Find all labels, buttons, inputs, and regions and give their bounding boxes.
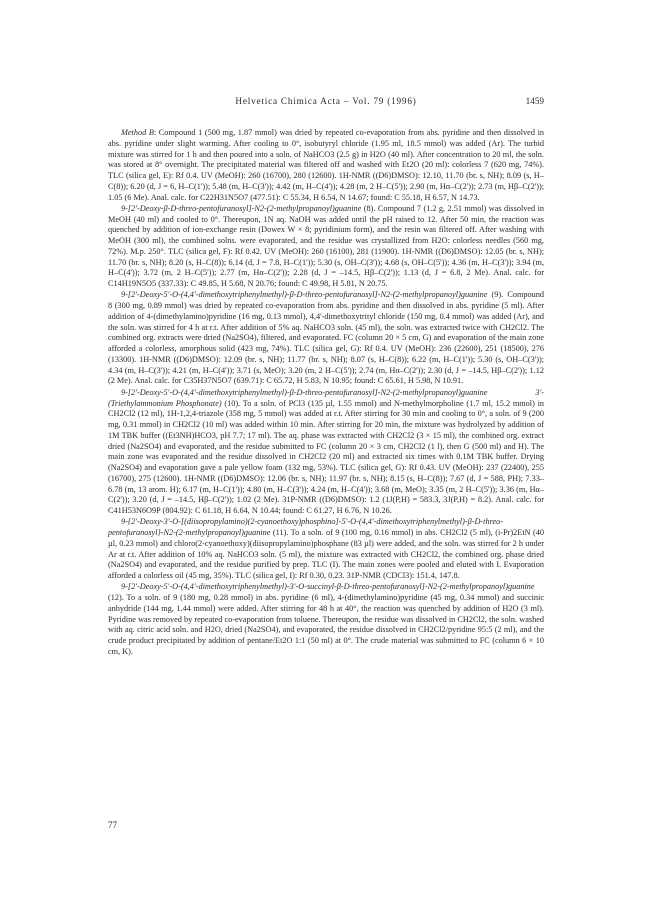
paragraph (108, 582, 544, 657)
paragraph-text: (10). To a soln. of PCl3 (135 µl, 1.55 mmol) and N-methylmorpholine (1.7 ml, 15.2 mmol) in CH2Cl2 (12 ml), 1H-1,2,4-triazole (358 mg, 5 mmol) was added at r.t. After stirring for 30 min and cooling to 0°, a soln. of 9 (200 mg, 0.31 mmol) in CH2Cl2 (10 ml) was added within 10 min. After stirring for 20 min, the mixture was hydrolyzed by addition of 1M TBK buffer ((Et3NH)HCO3, pH 7.7; 17 ml). The aq. phase was extracted with CH2Cl2 (3 × 15 ml), the combined org. extract dried (Na2SO4) and evaporated, and the residue submitted to FC (column 20 × 3 cm, CH2Cl2 (1 l), then G (500 ml) and H). The main zone was evaporated and the residue dissolved in CH2Cl2 (20 ml) and extracted six times with 0.1M TBK buffer. Drying (Na2SO4) and evaporation gave a pale yellow foam (132 mg, 53%). TLC (silica gel, G): Rf 0.43. UV (MeOH): 237 (22400), 255 (16700), 275 (12600). 1H-NMR ((D6)DMSO): 12.06 (br. s, NH); 11.97 (br. s, NH); 8.15 (s, H–C(8)); 7.67 (d, J = 588, PH); 7.33–6.78 (m, 13 arom. H); 6.17 (m, H–C(1')); 4.80 (m, H–C(3')); 4.24 (m, H–C(4')); 3.68 (m, MeO); 3.35 (m, 2 H–C(5')); 3.36 (m, Hα–C(2')); 3.20 (d, J = –14.5, Hβ–C(2')); 1.02 (2 Me). 31P-NMR ((D6)DMSO): 1.2 (1J(P,H) = 583.3, 3J(P,H) = 8.2). Anal. calc. for C41H53N6O9P (804.92): C 61.18, H 6.64, N 10.44; found: C 61.27, H 6.76, N 10.26. (108, 398, 544, 516)
paragraph (108, 204, 544, 290)
paragraph (108, 128, 544, 203)
running-header (108, 96, 544, 110)
paragraph (108, 388, 544, 517)
paragraph (108, 517, 544, 582)
experimental-text (108, 128, 544, 658)
paragraph-text: (8). Compound 7 (1.2 g, 2.51 mmol) was dissolved in MeOH (40 ml) and cooled to 0°. Thereupon, 1N aq. NaOH was added until the pH raised to 12. After 50 min, the reaction was quenched by addition of ion-exchange resin (Dowex W × 8; pyridinium form), and the resin was filtered off. After washing with MeOH (300 ml), the combined solns. were evaporated, and the residue was crystallized from H2O: colorless needles (560 mg, 72%). M.p. 250°. TLC (silica gel, F): Rf 0.42. UV (MeOH): 260 (16100), 281 (11900). 1H-NMR ((D6)DMSO): 12.05 (br. s, NH); 11.70 (br. s, NH); 8.20 (s, H–C(8)); 6.14 (d, J = 7.8, H–C(1')); 5.30 (s, OH–C(3')); 4.68 (s, OH–C(5')); 4.36 (m, H–C(3')); 3.94 (m, H–C(4')); 3.72 (m, 2 H–C(5')); 2.77 (m, Hα–C(2')); 2.28 (d, J = –14.5, Hβ–C(2')); 1.13 (d, J = 6.8, 2 Me). Anal. calc. for C14H19N5O5 (337.33): C 49.85, H 5.68, N 20.76; found: C 49.98, H 5.81, N 20.75. (108, 203, 544, 289)
compound-heading: 9-[2'-Deoxy-5'-O-(4,4'-dimethoxytriphenylmethyl)-3'-O-succinyl-β-D-threo-pentofuranosyl]-N2-(2-methylpropanoyl)guanine (121, 582, 535, 592)
compound-heading: 9-[2'-Deoxy-5'-O-(4,4'-dimethoxytriphenylmethyl)-β-D-threo-pentofuranosyl]-N2-(2-methylpropanoyl)guanine 3'-(Triethylammonium Phosphonate) (108, 387, 544, 408)
compound-heading: 9-[2'-Deoxy-5'-O-(4,4'-dimethoxytriphenylmethyl)-β-D-threo-pentofuranosyl]-N2-(2-methylpropanoyl)guanine (121, 290, 488, 300)
paragraph (108, 290, 544, 387)
paragraph-text: (9). Compound 8 (300 mg, 0.89 mmol) was dried by repeated co-evaporation from abs. pyridine and then dissolved in abs. pyridine (5 ml). After addition of 4-(dimethylamino)pyridine (16 mg, 0.13 mmol), 4,4'-dimethoxytrityl chloride (150 mg, 0.4 mmol) was added (Ar), and the soln. was stirred for 4 h at r.t. After addition of 5% aq. NaHCO3 soln. (45 ml), the soln. was extracted twice with CH2Cl2. The combined org. extracts were dried (Na2SO4), filtered, and evaporated. FC (column 20 × 5 cm, G) and evaporation of the main zone afforded a colorless, amorphous solid (423 mg, 74%). TLC (silica gel, G): Rf 0.4. UV (MeOH): 236 (22600), 251 (18500), 276 (13300). 1H-NMR ((D6)DMSO): 12.09 (br. s, NH); 11.77 (br. s, NH); 8.07 (s, H–C(8)); 6.22 (m, H–C(1')); 5.30 (s, OH–C(3')); 4.34 (m, H–C(3')); 4.21 (m, H–C(4')); 3.71 (s, MeO); 3.20 (m, 2 H–C(5')); 2.74 (m, Hα–C(2')); 2.30 (d, J = –14.5, Hβ–C(2')); 1.12 (2 Me). Anal. calc. for C35H37N5O7 (639.71): C 65.72, H 5.83, N 10.95; found: C 65.61, H 5.98, N 10.91. (108, 290, 544, 386)
paragraph-text: : Compound 1 (500 mg, 1.87 mmol) was dried by repeated co-evaporation from abs. pyridine and then dissolved in abs. pyridine under slight warming. After cooling to 0°, isobutyryl chloride (1.95 ml, 18.5 mmol) was added (Ar). The turbid mixture was stirred for 1 h and then poured into a soln. of NaHCO3 (2.5 g) in H2O (40 ml). After concentration to 20 ml, the soln. was stored at 8° overnight. The precipitated material was filtered off and washed with Et2O (20 ml): colorless 7 (620 mg, 74%). TLC (silica gel, E): Rf 0.4. UV (MeOH): 260 (16700), 280 (12600). 1H-NMR ((D6)DMSO): 12.10, 11.70 (br. s, NH); 8.09 (s, H–C(8)); 6.20 (d, J = 6, H–C(1')); 5.48 (m, H–C(3')); 4.42 (m, H–C(4')); 4.28 (m, 2 H–C(5')); 2.90 (m, Hα–C(2')); 2.73 (m, Hβ–C(2')); 1.05 (6 Me). Anal. calc. for C22H31N5O7 (477.51): C 55.34, H 6.54, N 14.67; found: C 55.18, H 6.57, N 14.73. (108, 128, 545, 202)
page-number: 1459 (525, 96, 544, 106)
paragraph-text: (11). To a soln. of 9 (100 mg, 0.16 mmol) in abs. CH2Cl2 (5 ml), (i-Pr)2EtN (40 µl, 0.23 mmol) and chloro(2-cyanoethoxy)(diisopropylamino)phosphane (83 µl) were added, and the soln. was stirred for 2 h under Ar at r.t. After addition of 10% aq. NaHCO3 soln. (5 ml), the mixture was extracted with CH2Cl2, the combined org. phase dried (Na2SO4) and evaporated, and the residue purified by prep. TLC (I). The main zones were pooled and eluted with I. Evaporation afforded a colorless oil (45 mg, 35%). TLC (silica gel, I): Rf 0.30, 0.23. 31P-NMR (CDCl3): 151.4, 147.8. (108, 528, 544, 581)
sheet-number: 77 (108, 820, 117, 830)
method-label: Method B (121, 128, 154, 137)
journal-title: Helvetica Chimica Acta – Vol. 79 (1996) (235, 96, 417, 106)
compound-heading: 9-[2'-Deoxy-β-D-threo-pentofuranosyl]-N2-(2-methylpropanoyl)guanine (121, 203, 362, 213)
compound-heading: 9-{2'-Deoxy-3'-O-[(diisopropylamino)(2-cyanoethoxy)phosphino]-5'-O-(4,4'-dimethoxytriphenylmethyl)-β-D-threo-pentofuranosyl}-N2-(2-methylpropanoyl)guanine (108, 517, 504, 538)
paragraph-text: (12). To a soln. of 9 (180 mg, 0.28 mmol) in abs. pyridine (6 ml), 4-(dimethylamino)pyridine (45 mg, 0.34 mmol) and succinic anhydride (144 mg, 1.44 mmol) were added. After stirring for 48 h at 40°, the reaction was quenched by addition of H2O (3 ml). Pyridine was removed by repeated co-evaporation from toluene. Thereupon, the residue was dissolved in CH2Cl2, the soln. washed with aq. citric acid soln. and H2O, dried (Na2SO4), and evaporated, the residue dissolved in CH2Cl2/pyridine 95:5 (2 ml), and the crude product precipitated by addition of pentane/Et2O 1:1 (50 ml) at 0°. The crude material was submitted to FC (column 6 × 10 cm, K). (108, 593, 544, 656)
